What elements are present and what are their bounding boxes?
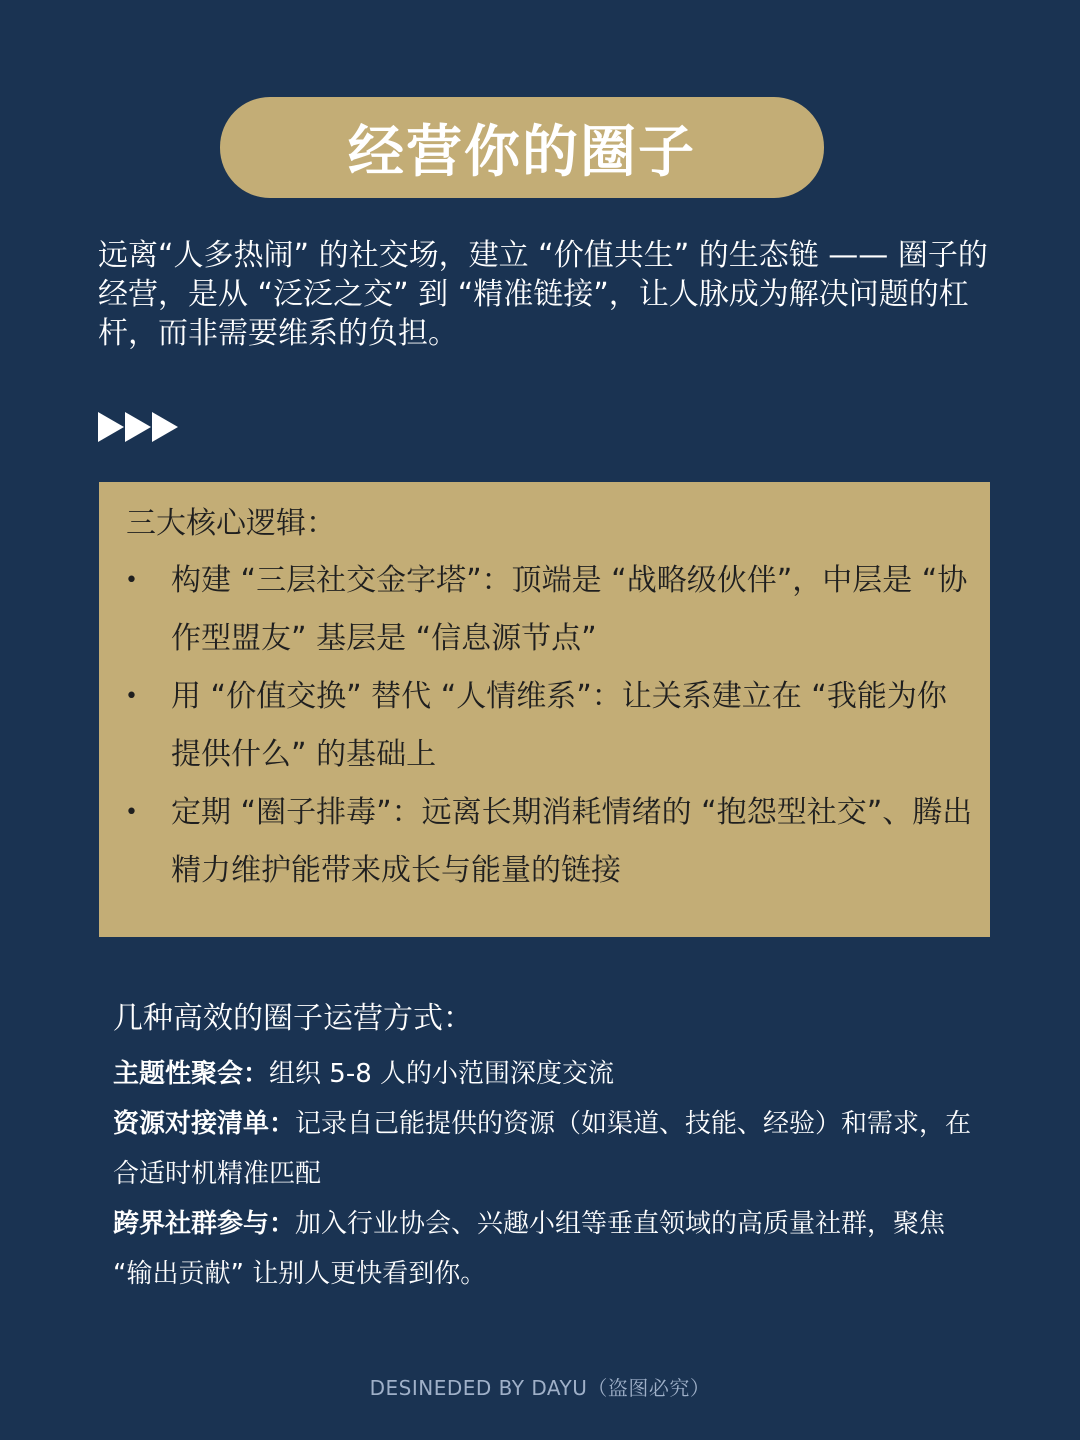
core-logic-item-text: 定期 “圈子排毒”：远离长期消耗情绪的 “抱怨型社交”、腾出精力维护能带来成长与能量的链接 xyxy=(171,795,973,888)
method-label: 主题性聚会： xyxy=(113,1059,270,1089)
core-logic-item-text: 用 “价值交换” 替代 “人情维系”：让关系建立在 “我能为你提供什么” 的基础上 xyxy=(171,679,947,772)
bullet-icon: • xyxy=(125,684,138,709)
page-title: 经营你的圈子 xyxy=(348,119,696,185)
method-item xyxy=(113,1049,983,1099)
core-logic-item xyxy=(99,668,990,784)
methods-heading: 几种高效的圈子运营方式： xyxy=(113,1001,473,1036)
footer-credit: DESINEDED BY DAYU（盗图必究） xyxy=(369,1376,711,1400)
core-logic-box xyxy=(99,482,990,937)
core-logic-item xyxy=(99,552,990,668)
method-label: 资源对接清单： xyxy=(113,1109,296,1139)
core-logic-item-text: 构建 “三层社交金字塔”：顶端是 “战略级伙伴”，中层是 “协作型盟友” 基层是 “信息源节点” xyxy=(171,563,968,656)
method-text: 记录自己能提供的资源（如渠道、技能、经验）和需求，在合适时机精准匹配 xyxy=(113,1109,972,1189)
triple-play-arrow-icon xyxy=(98,410,180,444)
methods-section xyxy=(113,997,983,1299)
intro-paragraph: 远离“人多热闹” 的社交场，建立 “价值共生” 的生态链 —— 圈子的经营，是从 “泛泛之交” 到 “精准链接”，让人脉成为解决问题的杠杆，而非需要维系的负担。 xyxy=(98,238,988,351)
core-logic-heading: 三大核心逻辑： xyxy=(126,506,336,541)
method-text: 组织 5-8 人的小范围深度交流 xyxy=(269,1059,615,1089)
method-item xyxy=(113,1199,983,1299)
method-label: 跨界社群参与： xyxy=(113,1209,296,1239)
bullet-icon: • xyxy=(125,800,138,825)
bullet-icon: • xyxy=(125,568,138,593)
core-logic-item xyxy=(99,784,990,900)
core-logic-list xyxy=(99,552,990,900)
method-text: 加入行业协会、兴趣小组等垂直领域的高质量社群，聚焦 “输出贡献” 让别人更快看到你。 xyxy=(113,1209,946,1289)
title-banner xyxy=(220,97,824,198)
method-item xyxy=(113,1099,983,1199)
